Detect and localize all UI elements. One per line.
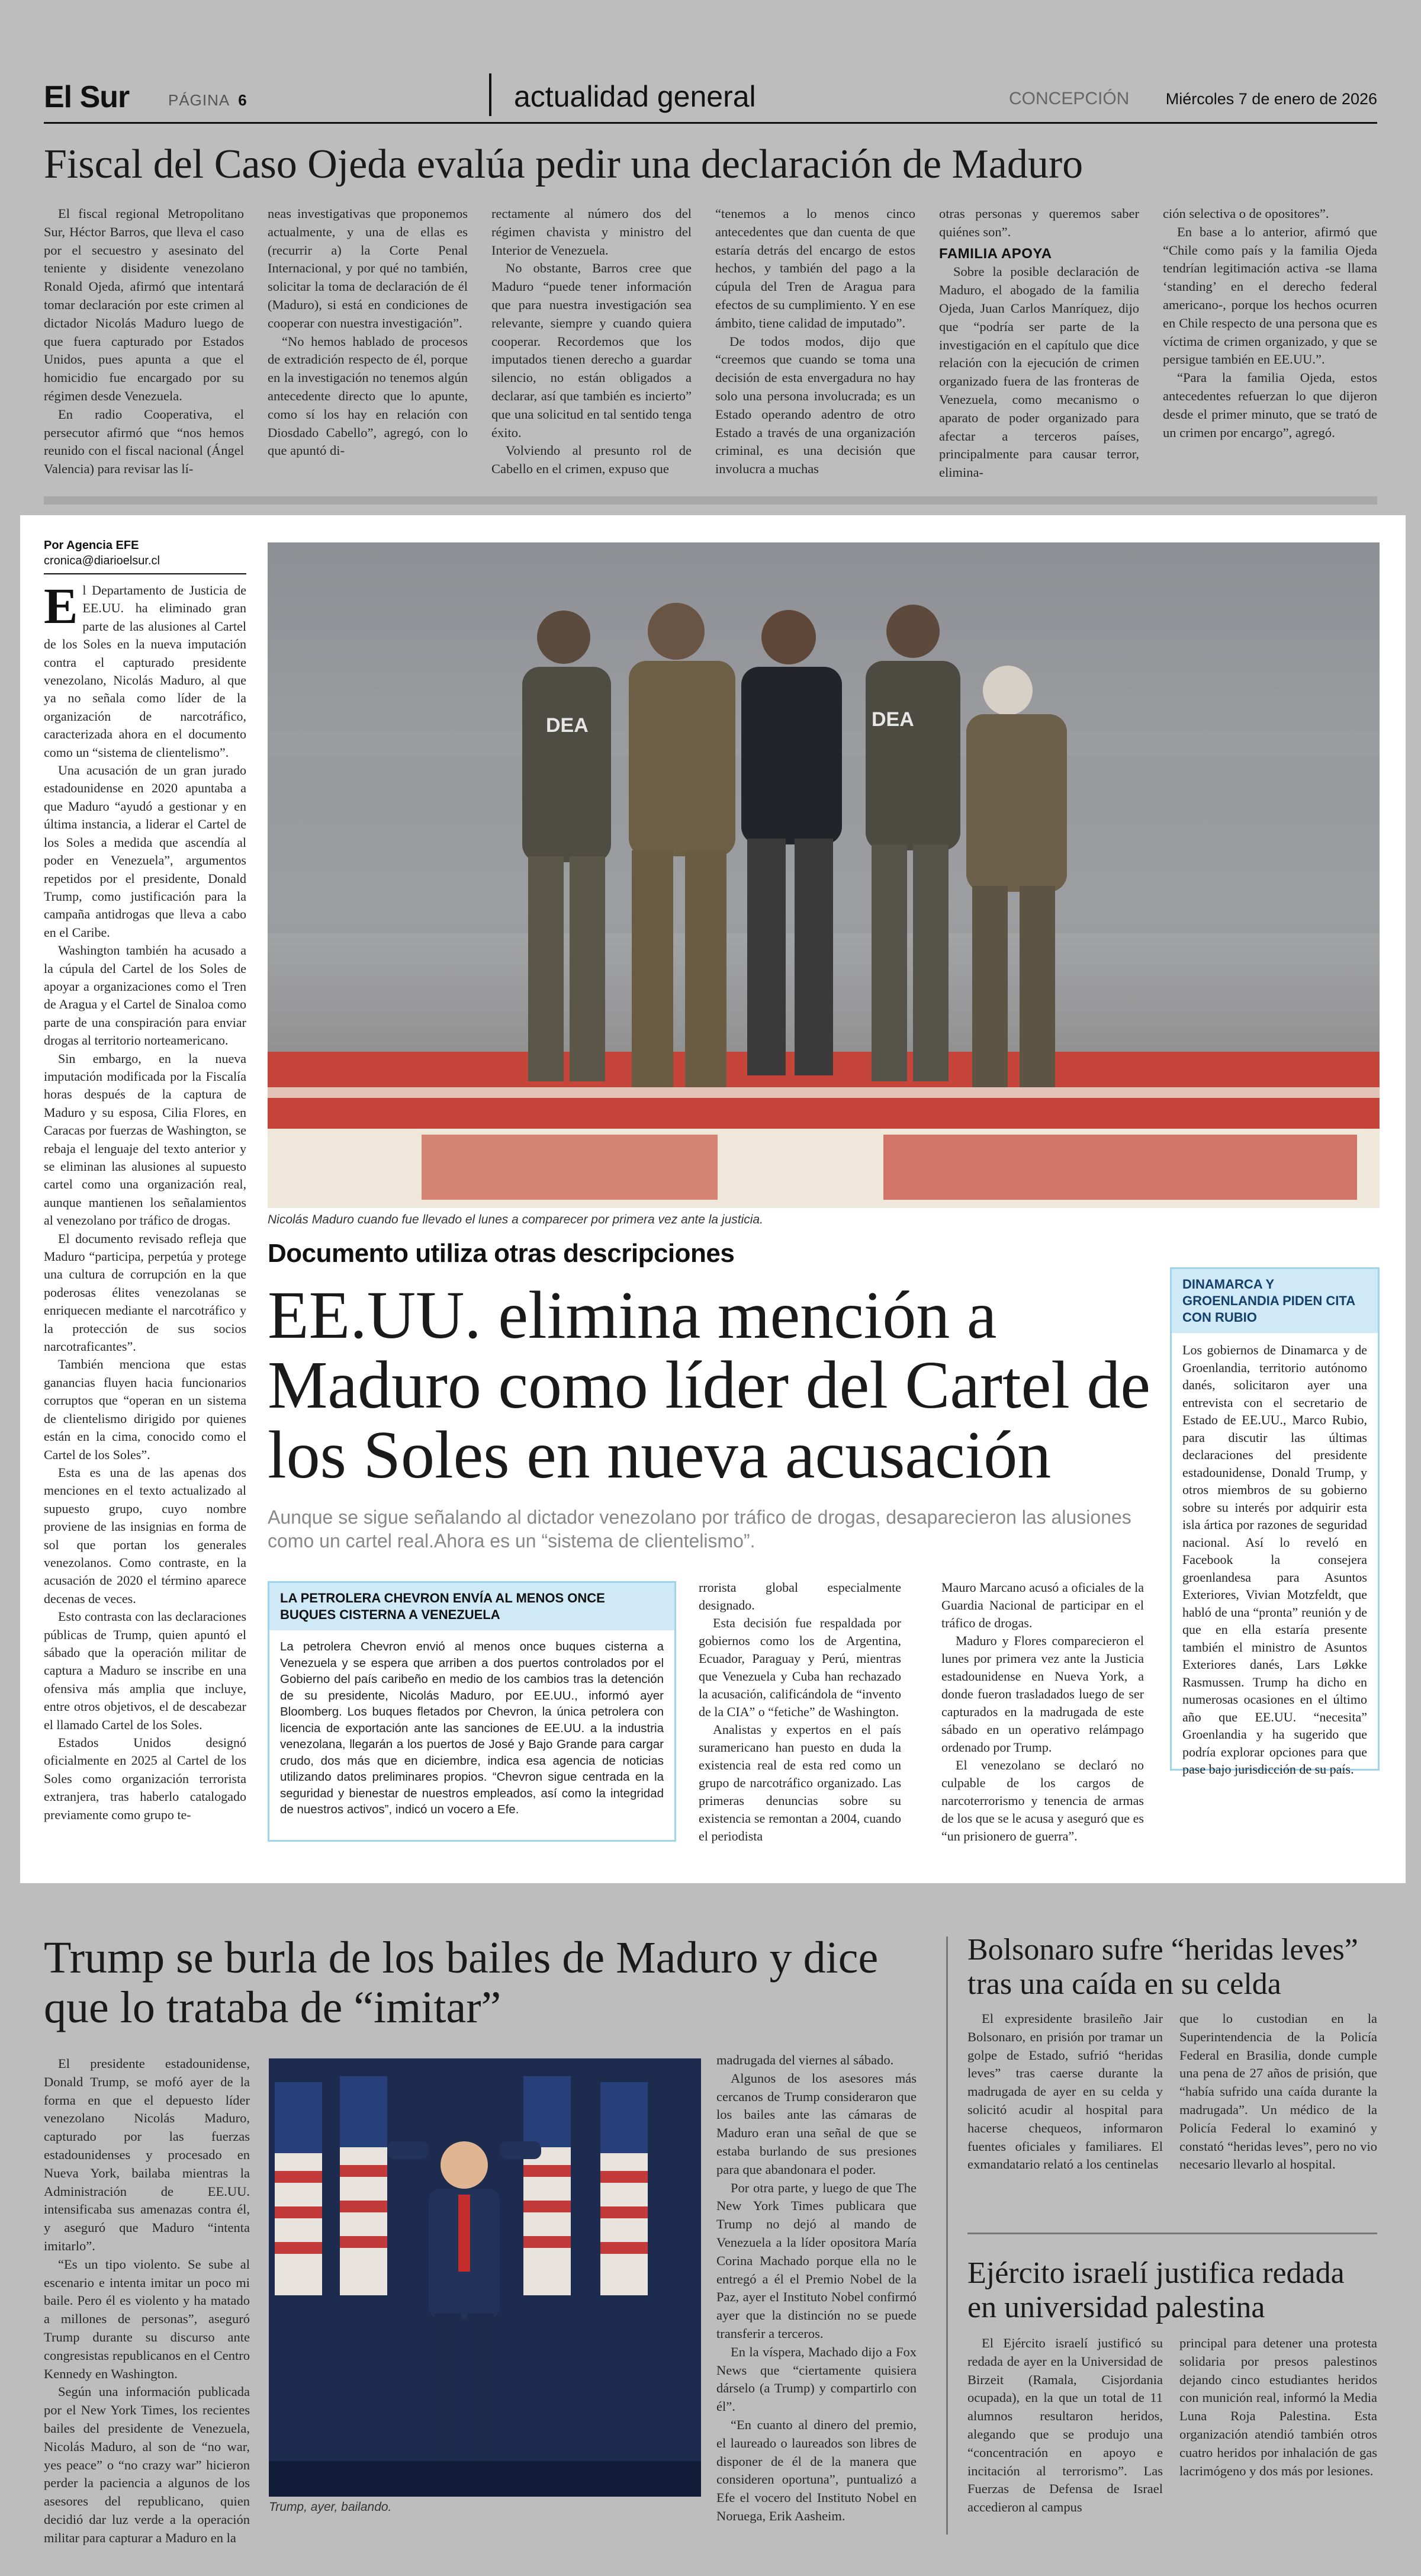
byline-email: cronica@diarioelsur.cl bbox=[44, 554, 160, 567]
paragraph: También menciona que estas ganancias fluyen hacia funcionarios corruptos que “operan en un sistema de clientelismo dirigido por quienes están en la cima, conocido como el Cartel de los Soles”. bbox=[44, 1357, 246, 1462]
paragraph: madrugada del viernes al sábado. bbox=[716, 2053, 894, 2067]
byline-rule bbox=[44, 573, 246, 574]
israel-col-2 bbox=[1179, 2334, 1377, 2480]
paragraph: que lo custodian en la Superintendencia de la Policía Federal en Brasilia, donde cumple una pena de 27 años de prisión, que “había sufrido una caída durante la madrugada”. Un médico de la Policía Federal lo examinó y constató “heridas leves”, pero no vio necesario llevarlo al hospital. bbox=[1179, 2011, 1377, 2172]
story1-col-4 bbox=[715, 205, 915, 478]
paragraph: En base a lo anterior, afirmó que “Chile como país y la familia Ojeda tendrían legitimación activa -se llama ‘standing’ en el derecho federal americano-, porque los hechos ocurren en Chile respecto de una persona que es víctima de crimen organizado, y que se persigue también en EE.UU.”. bbox=[1163, 224, 1377, 367]
feature-photo bbox=[268, 542, 1380, 1208]
paragraph: Una acusación de un gran jurado estadounidense en 2020 apuntaba a que Maduro “ayudó a gestionar y en última instancia, a liderar el Cartel de los Soles a medida que ascendía al poder en Venezuela”, argumentos repetidos por el presidente, Donald Trump, como justificación para la campaña antidrogas que lleva a cabo en el Caribe. bbox=[44, 763, 246, 940]
page-header bbox=[44, 71, 1377, 124]
byline bbox=[44, 538, 160, 568]
story1-col-6 bbox=[1163, 205, 1377, 442]
column-divider bbox=[946, 1936, 948, 2535]
paragraph: principal para detener una protesta solidaria por presos palestinos dejando cinco estudiantes heridos con munición real, informó la Media Luna Roja Palestina. Esta organización atendió también otros cuatro heridos por inhalación de gas lacrimógeno y dos más por lesiones. bbox=[1179, 2336, 1377, 2478]
paragraph: Esta es una de las apenas dos menciones en el texto actualizado al supuesto grupo, cuyo nombre proviene de las insignias en forma de sol que portan los generales venezolanos. Como contraste, en la acusación de 2020 el término aparece decenas de veces. bbox=[44, 1464, 246, 1606]
paragraph: rrorista global especialmente designado. bbox=[699, 1580, 901, 1613]
paragraph: Mauro Marcano acusó a oficiales de la Guardia Nacional de participar en el tráfico de drogas. bbox=[941, 1580, 1144, 1630]
feature-kicker: Documento utiliza otras descripciones bbox=[268, 1239, 735, 1268]
feature-headline: EE.UU. elimina mención a Maduro como líder del Cartel de los Soles en nueva acusación bbox=[268, 1277, 1151, 1492]
trump-left-column bbox=[44, 2055, 250, 2548]
vest-label: DEA bbox=[546, 714, 589, 737]
trump-photo bbox=[269, 2058, 701, 2497]
paragraph: Por otra parte, y luego de que The New York Times publicara que Trump no dejó al mando de Venezuela a la líder opositora María Corina Machado porque ella no le entregó a él el Premio Nobel de la Paz, ayer el Instituto Nobel confirmó ayer que la distinción no se puede transferir a terceros. bbox=[716, 2180, 917, 2341]
issue-date: Miércoles 7 de enero de 2026 bbox=[1165, 90, 1377, 108]
page-number: 6 bbox=[238, 91, 247, 109]
denmark-box bbox=[1170, 1267, 1380, 1777]
bolsonaro-col-2 bbox=[1179, 2010, 1377, 2174]
page-label: PÁGINA 6 bbox=[168, 91, 247, 109]
paragraph: “Para la familia Ojeda, estos antecedentes refuerzan lo que dijeron desde el primer minuto, que se trató de un crimen por encargo”, agregó. bbox=[1163, 370, 1377, 440]
paragraph: El Ejército israelí justificó su redada de ayer en la Universidad de Birzeit (Ramala, Cisjordania ocupada), en la que un total de 11 alumnos resultaron heridos, alegando que se produjo una “concentración en apoyo e incitación al terrorismo”. Las Fuerzas de Defensa de Israel accedieron al campus bbox=[967, 2336, 1163, 2515]
section-title: actualidad general bbox=[514, 80, 756, 113]
flag-graphic bbox=[340, 2076, 387, 2295]
story1-headline: Fiscal del Caso Ojeda evalúa pedir una declaración de Maduro bbox=[44, 142, 1084, 187]
paragraph: Analistas y expertos en el país suramericano han puesto en duda la existencia real de esta red como un grupo de narcotráfico organizado. Las primeras denuncias sobre su existencia se remontan a 2004, cuando el periodista bbox=[699, 1722, 901, 1843]
photo-caption: Nicolás Maduro cuando fue llevado el lunes a comparecer por primera vez ante la justicia. bbox=[268, 1213, 763, 1226]
paragraph: El presidente estadounidense, Donald Trump, se mofó ayer de la forma en que el depuesto líder venezolano Nicolás Maduro, capturado por las fuerzas estadounidenses y procesado en Nueva York, bailaba mientras la Administración de EE.UU. intensificaba sus amenazas contra él, y aseguró que Maduro “intenta imitarlo”. bbox=[44, 2056, 250, 2253]
bolsonaro-headline: Bolsonaro sufre “heridas leves” tras una caída en su celda bbox=[967, 1933, 1358, 2001]
feature-mid-col-2 bbox=[941, 1579, 1144, 1845]
story1-col-2 bbox=[268, 205, 468, 460]
vest-label: DEA bbox=[872, 708, 914, 731]
header-rule bbox=[44, 122, 1377, 124]
flag-graphic bbox=[523, 2076, 571, 2295]
paragraph: En radio Cooperativa, el persecutor afirmó que “nos hemos reunido con el fiscal nacional (Ángel Valencia) para revisar las lí- bbox=[44, 406, 244, 477]
person-figure bbox=[866, 605, 960, 1081]
paragraph: Según una información publicada por el New York Times, los recientes bailes del presidente de Venezuela, Nicolás Maduro, al son de “no war, yes peace” o “no crazy war” hicieron perder la paciencia a algunos de los asesores del republicano, quien decidió dar luz verde a la operación militar para capturar a Maduro en la bbox=[44, 2384, 250, 2545]
denmark-box-title: DINAMARCA Y GROENLANDIA PIDEN CITA CON RUBIO bbox=[1172, 1269, 1378, 1333]
paragraph: El expresidente brasileño Jair Bolsonaro, en prisión por tramar un golpe de Estado, sufrió “heridas leves” tras caerse durante la madrugada de ayer en su celda y solicitó acudir al hospital para hacerse chequeos, informaron fuentes oficiales y familiares. El exmandatario relató a los centinelas bbox=[967, 2011, 1163, 2172]
feature-mid-col-1 bbox=[699, 1579, 901, 1845]
bolsonaro-col-1 bbox=[967, 2010, 1163, 2174]
photo-illustration bbox=[268, 542, 1380, 1208]
paragraph: El venezolano se declaró no culpable de los cargos de narcoterrorismo y tenencia de armas de los que se le acusa y aseguró que es “un prisionero de guerra”. bbox=[941, 1758, 1144, 1843]
paragraph: neas investigativas que proponemos actualmente, y una de ellas es (recurrir a) la Corte Penal Internacional, y por qué no también, solicitar la toma de declaración de él (Maduro), si está en condiciones de cooperar con nuestra investigación”. bbox=[268, 206, 468, 330]
flag-graphic bbox=[600, 2082, 648, 2295]
paragraph: “En cuanto al dinero del premio, el laureado o laureados son libres de disponer de él de la manera que consideren oportuna”, puntualizó a Efe el vocero del Instituto Nobel en Noruega, Erik Aasheim. bbox=[716, 2417, 917, 2523]
paragraph: otras personas y queremos saber quiénes son”. bbox=[939, 206, 1139, 239]
header-divider bbox=[489, 73, 491, 116]
paragraph: El documento revisado refleja que Maduro “participa, perpetúa y protege una cultura de corrupción en la que poderosas élites venezolanas se enriquecen mediante el narcotráfico y la protección de sus socios narcotraficantes”. bbox=[44, 1231, 246, 1354]
trump-photo-caption: Trump, ayer, bailando. bbox=[269, 2500, 392, 2514]
chevron-box-body: La petrolera Chevron envió al menos once buques cisterna a Venezuela y se espera que arriben a dos puertos controlados por el Gobierno del país caribeño en medio de los cambios tras la detención de su presidente, Nicolás Maduro, por EE.UU., informó ayer Bloomberg. Los buques fletados por Chevron, la única petrolera con licencia de exportación ante las sanciones de EE.UU. a la industria venezolana, llegarán a los puertos de José y Bajo Grande para cargar crudo, dos más que en diciembre, indica esa agencia de noticias utilizando datos preliminares propios. “Chevron sigue centrada en la seguridad y bienestar de nuestros empleados, así como la integridad de nuestros activos”, indicó un vocero a Efe. bbox=[280, 1640, 664, 1816]
trump-headline: Trump se burla de los bailes de Maduro y dice que lo trataba de “imitar” bbox=[44, 1933, 879, 2032]
feature-left-column bbox=[44, 577, 246, 1824]
story-divider bbox=[967, 2233, 1377, 2234]
denmark-box-body: Los gobiernos de Dinamarca y de Groenlandia, territorio autónomo danés, solicitaron ayer una entrevista con el secretario de Estado de EE.UU., Marco Rubio, para discutir las últimas declaraciones del presidente estadounidense, Donald Trump, y otros miembros de su gobierno sobre su interés por adquirir esta isla ártica por razones de seguridad nacional. Así lo reveló en Facebook la consejera groenlandesa para Asuntos Exteriores, Vivian Motzfeldt, que habló de una “pronta” reunión y de que en ella estaría presente también el ministro de Asuntos Exteriores danés, Lars Løkke Rasmussen. Trump ha dicho en numerosas ocasiones en el último año que EE.UU. “necesita” Groenlandia y ha sugerido que podría explorar opciones para que pase bajo jurisdicción de su país. bbox=[1182, 1342, 1367, 1777]
paragraph: El fiscal regional Metropolitano Sur, Héctor Barros, que lleva el caso por el secuestro y asesinato del teniente y disidente venezolano Ronald Ojeda, afirmó que intentará tomar declaración por este crimen al dictador Nicolás Maduro luego de que fuera capturado por Estados Unidos, pues apunta a que el homicidio fue encargado por su régimen desde Venezuela. bbox=[44, 206, 244, 403]
paragraph: “tenemos a lo menos cinco antecedentes que dan cuenta de que estaría detrás del encargo de estos hechos, y también del pago a la cúpula del Tren de Aragua para efectos de su cumplimiento. Y en ese ámbito, tiene calidad de imputado”. bbox=[715, 206, 915, 330]
trump-photo-illustration bbox=[269, 2058, 701, 2497]
feature-story bbox=[20, 515, 1406, 1883]
trump-right-column bbox=[716, 2051, 917, 2526]
israel-col-1 bbox=[967, 2334, 1163, 2517]
paragraph: Maduro y Flores comparecieron el lunes por primera vez ante la Justicia estadounidense en Nueva York, a donde fueron trasladados luego de ser capturados en la madrugada de este sábado en un operativo relámpago ordenado por Trump. bbox=[941, 1633, 1144, 1755]
paragraph: “Es un tipo violento. Se sube al escenario e intenta imitar un poco mi baile. Pero él es violento y ha matado a millones de personas”, aseguró Trump durante su discurso ante congresistas republicanos en el Centro Kennedy en Washington. bbox=[44, 2256, 250, 2381]
dropcap: E bbox=[44, 577, 78, 634]
paragraph: Washington también ha acusado a la cúpula del Cartel de los Soles de apoyar a organizaciones como el Tren de Aragua y el Cartel de Sinaloa como parte de una conspiración para enviar drogas al territorio norteamericano. bbox=[44, 943, 246, 1048]
story1-col-1 bbox=[44, 205, 244, 478]
city-label: CONCEPCIÓN bbox=[1009, 89, 1130, 108]
chevron-box-title: LA PETROLERA CHEVRON ENVÍA AL MENOS ONCE BUQUES CISTERNA A VENEZUELA bbox=[269, 1583, 674, 1630]
paragraph: En la víspera, Machado dijo a Fox News que “ciertamente quisiera dárselo (a Trump) y compartirlo con él”. bbox=[716, 2344, 917, 2414]
newspaper-logo: El Sur bbox=[44, 80, 130, 114]
chevron-box bbox=[268, 1581, 676, 1842]
paragraph: Algunos de los asesores más cercanos de Trump consideraron que los bailes ante las cámaras de Maduro eran una señal de que se estaba burlando de sus presiones para que abandonara el poder. bbox=[716, 2070, 917, 2177]
story1-col-5 bbox=[939, 205, 1139, 482]
flag-graphic bbox=[275, 2082, 322, 2295]
paragraph: rectamente al número dos del régimen chavista y ministro del Interior de Venezuela. bbox=[491, 206, 692, 258]
paragraph: No obstante, Barros cree que Maduro “puede tener información que para nuestra investigación sea relevante, siempre y cuando quiera cooperar. Recordemos que los imputados tienen derecho a guardar silencio, no están obligados a declarar, así que también es incierto” que una solicitud en tal sentido tenga éxito. bbox=[491, 261, 692, 440]
section-divider bbox=[44, 496, 1377, 505]
paragraph: Sin embargo, en la nueva imputación modificada por la Fiscalía horas después de la captura de Maduro y su esposa, Cilia Flores, en Caracas por fuerzas de Washington, se rebaja el lenguaje del texto anterior y se eliminan las alusiones al supuesto cartel como una organización real, aunque mantienen los señalamientos al venezolano por tráfico de drogas. bbox=[44, 1051, 246, 1228]
paragraph: Estados Unidos designó oficialmente en 2025 al Cartel de los Soles como organización terrorista extranjera, tras haberlo catalogado previamente como grupo te- bbox=[44, 1735, 246, 1822]
paragraph: Esto contrasta con las declaraciones públicas de Trump, quien apuntó el sábado que la operación militar de captura a Maduro se inscribe en una ofensiva más amplia que incluye, entre otros objetivos, el de descabezar el llamado Cartel de los Soles. bbox=[44, 1609, 246, 1732]
israel-headline: Ejército israelí justifica redada en universidad palestina bbox=[967, 2256, 1345, 2324]
paragraph: De todos modos, dijo que “creemos que cuando se toma una decisión de esta envergadura no hay solo una persona involucrada; es un Estado operando adentro de otro Estado a través de una organización criminal, es una decisión que involucra a muchas bbox=[715, 333, 915, 477]
byline-author: Por Agencia EFE bbox=[44, 539, 139, 552]
story1-subhead: FAMILIA APOYA bbox=[939, 245, 1052, 262]
paragraph: Volviendo al presunto rol de Cabello en el crimen, expuso que bbox=[491, 443, 692, 477]
paragraph: ción selectiva o de opositores”. bbox=[1163, 206, 1329, 221]
paragraph: Esta decisión fue respaldada por gobiernos como los de Argentina, Ecuador, Paraguay y Perú, mientras que Venezuela y Cuba han rechazado la acusación, calificándola de “invento de la CIA” o “fetiche” de Washington. bbox=[699, 1615, 901, 1719]
paragraph: “No hemos hablado de procesos de extradición respecto de él, porque en la investigación no tenemos algún antecedente directo que lo apunte, como sí los hay en relación con Diosdado Cabello”, agregó, con lo que apuntó di- bbox=[268, 333, 468, 458]
paragraph: Sobre la posible declaración de Maduro, el abogado de la familia Ojeda, Juan Carlos Manríquez, dijo que “podría ser parte de la investigación en el capítulo que dice relación con la ejecución de crimen organizado fuera de las fronteras de Venezuela, como mecanismo o aparato de poder organizado para afectar a terceros países, principalmente para causar terror, elimina- bbox=[939, 264, 1139, 480]
feature-lead: Aunque se sigue señalando al dictador venezolano por tráfico de drogas, desaparecieron las alusiones como un cartel real.Ahora es un “sistema de clientelismo”. bbox=[268, 1507, 1131, 1552]
paragraph: El Departamento de Justicia de EE.UU. ha eliminado gran parte de las alusiones al Cartel de los Soles en la nueva imputación contra el capturado presidente venezolano, Nicolás Maduro, al que ya no señala como líder de la organización de narcotráfico, caracterizada ahora en el documento como un “sistema de clientelismo”. bbox=[44, 577, 246, 760]
story1-col-3 bbox=[491, 205, 692, 478]
